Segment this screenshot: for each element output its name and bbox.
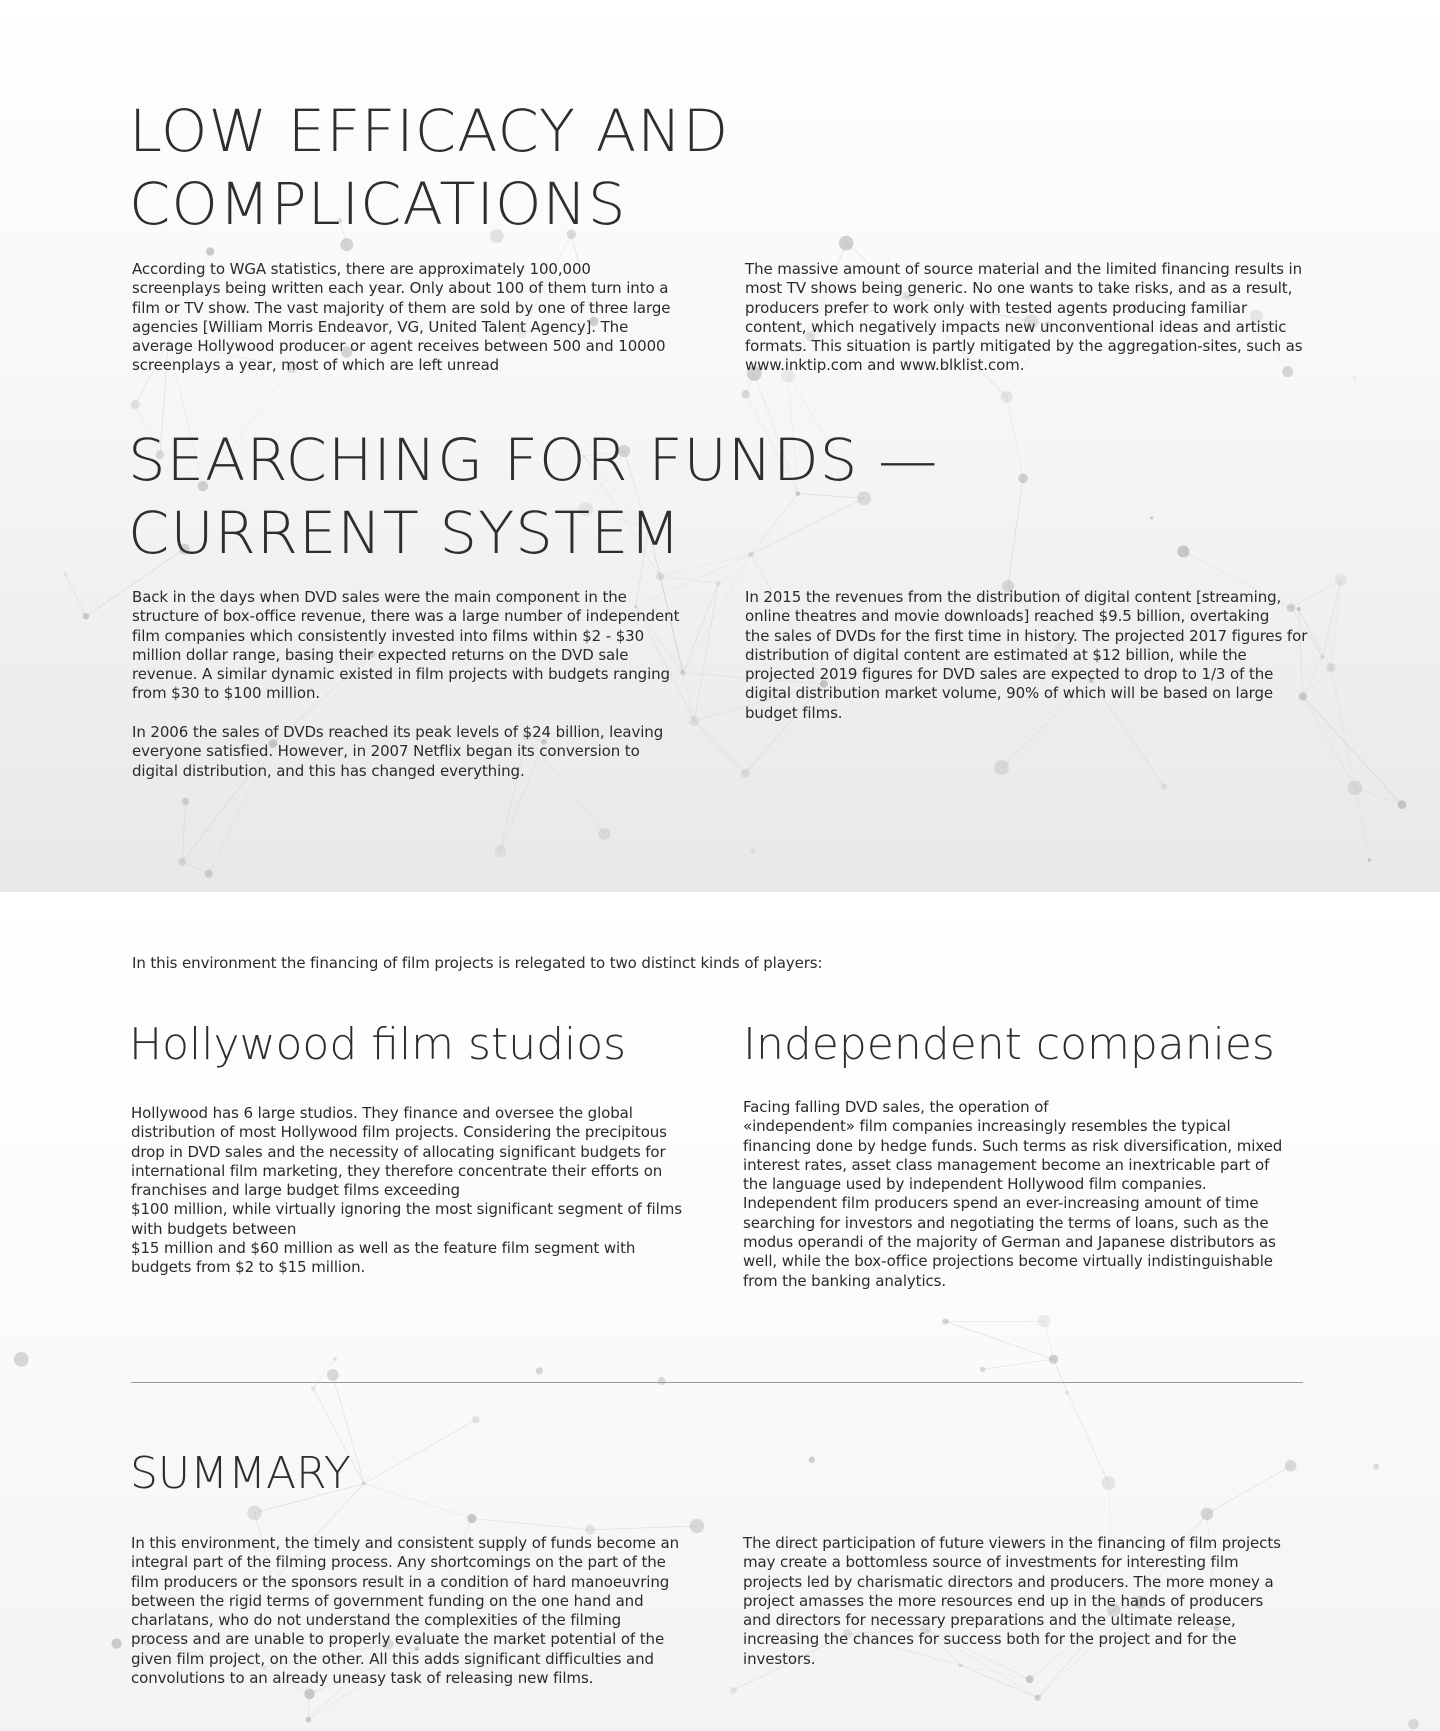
- low-efficacy-right-paragraph: The massive amount of source material and the limited financing results in most TV shows being generic. No one wants to take risks, and as a result, producers prefer to work only with tested agents producing familiar content, which negatively impacts new unconventional ideas and artistic formats. This situation is partly mitigated by the aggregation-sites, such as www.inktip.com and www.blklist.com.: [745, 260, 1303, 375]
- funds-left-paragraph-1: Back in the days when DVD sales were the main component in the structure of box-office revenue, there was a large number of independent film companies which consistently invested into films within $2 - $30 million dollar range, basing their expected returns on the DVD sale revenue. A similar dynamic existed in film projects with budgets ranging from $30 to $100 million.: [132, 588, 680, 703]
- hollywood-studios-title: Hollywood film studios: [129, 1019, 627, 1070]
- low-efficacy-title: LOW EFFICACY AND COMPLICATIONS: [129, 97, 730, 238]
- independent-companies-title: Independent companies: [743, 1019, 1275, 1070]
- summary-title: SUMMARY: [130, 1448, 351, 1499]
- searching-funds-title: SEARCHING FOR FUNDS — CURRENT SYSTEM: [128, 426, 939, 567]
- independent-companies-paragraph: Facing falling DVD sales, the operation of «independent» film companies increasingly resembles the typical financing done by hedge funds. Such terms as risk diversification, mixed interest rates, asset class management become an inextricable part of the language used by independent Hollywood film companies. Independent film producers spend an ever-increasing amount of time searching for investors and negotiating the terms of loans, such as the modus operandi of the majority of German and Japanese distributors as well, while the box-office projections become virtually indistinguishable from the banking analytics.: [743, 1098, 1283, 1290]
- summary-left-paragraph: In this environment, the timely and consistent supply of funds become an integral part of the filming process. Any shortcomings on the part of the film producers or the sponsors result in a condition of hard manoeuvring between the rigid terms of government funding on the one hand and charlatans, who do not understand the complexities of the filming process and are unable to properly evaluate the market potential of the given film project, on the other. All this adds significant difficulties and convolutions to an already uneasy task of releasing new films.: [131, 1534, 680, 1688]
- players-intro: In this environment the financing of film projects is relegated to two distinct kinds of players:: [132, 954, 823, 972]
- section-divider: [131, 1382, 1303, 1383]
- funds-right-paragraph: In 2015 the revenues from the distribution of digital content [streaming, online theatres and movie downloads] reached $9.5 billion, overtaking the sales of DVDs for the first time in history. The projected 2017 figures for distribution of digital content are estimated at $12 billion, while the projected 2019 figures for DVD sales are expected to drop to 1/3 of the digital distribution market volume, 90% of which will be based on large budget films.: [745, 588, 1308, 722]
- summary-right-paragraph: The direct participation of future viewers in the financing of film projects may create a bottomless source of investments for interesting film projects led by charismatic directors and producers. The more money a project amasses the more resources end up in the hands of producers and directors for necessary preparations and the ultimate release, increasing the chances for success both for the project and for the investors.: [743, 1534, 1281, 1668]
- hollywood-studios-paragraph: Hollywood has 6 large studios. They finance and oversee the global distribution of most Hollywood film projects. Considering the precipitous drop in DVD sales and the necessity of allocating significant budgets for international film marketing, they therefore concentrate their efforts on franchises and large budget films exceeding $100 million, while virtually ignoring the most significant segment of films with budgets between $15 million and $60 million as well as the feature film segment with budgets from $2 to $15 million.: [131, 1104, 682, 1277]
- low-efficacy-left-paragraph: According to WGA statistics, there are approximately 100,000 screenplays being written each year. Only about 100 of them turn into a film or TV show. The vast majority of them are sold by one of three large agencies [William Morris Endeavor, VG, United Talent Agency]. The average Hollywood producer or agent receives between 500 and 10000 screenplays a year, most of which are left unread: [132, 260, 671, 375]
- funds-left-paragraph-2: In 2006 the sales of DVDs reached its peak levels of $24 billion, leaving everyone satisfied. However, in 2007 Netflix began its conversion to digital distribution, and this has changed everything.: [132, 723, 664, 780]
